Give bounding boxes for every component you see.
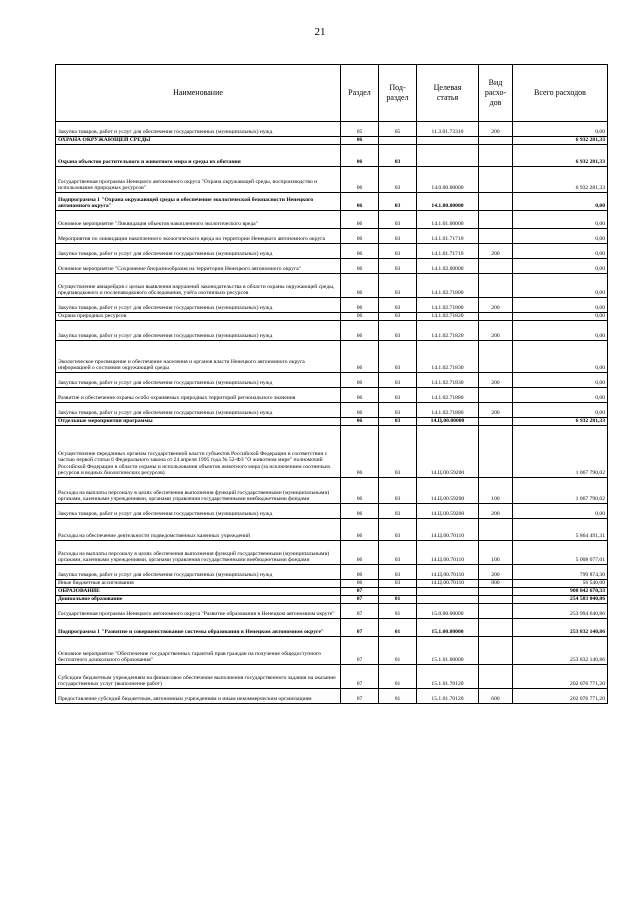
row-target-cell: 15.1.01.70120 [417, 689, 479, 704]
header-section: Раздел [341, 65, 379, 122]
row-target-cell: 14.Ц.00.70110 [417, 565, 479, 580]
row-section-cell: 06 [341, 519, 379, 541]
table-row [56, 244, 608, 259]
row-target-cell: 14.Ц.00.00000 [417, 418, 479, 426]
row-name-cell: Осуществление авиарейдов с целью выявления нарушений законодательства в области охраны окружающей среды, предпаводкового и послепаводкового обследования, учёта охотничьих ресурсов [56, 274, 341, 298]
row-total-cell: 799 874,30 [513, 565, 608, 580]
row-total-cell: 0,00 [513, 211, 608, 229]
table-row [56, 426, 608, 478]
row-subsection-cell: 03 [379, 580, 417, 588]
table-body [56, 122, 608, 704]
row-section-cell: 06 [341, 426, 379, 478]
row-type-cell: 200 [479, 298, 513, 313]
row-section-cell: 05 [341, 122, 379, 137]
row-subsection-cell: 03 [379, 373, 417, 388]
row-type-cell: 200 [479, 373, 513, 388]
row-target-cell: 15.1.00.00000 [417, 619, 479, 637]
row-target-cell: 14.Ц.00.70110 [417, 519, 479, 541]
row-type-cell [479, 341, 513, 373]
row-total-cell: 56 540,00 [513, 580, 608, 588]
row-type-cell: 200 [479, 504, 513, 519]
row-total-cell: 1 067 790,02 [513, 478, 608, 504]
row-section-cell: 07 [341, 665, 379, 689]
row-name-cell: Расходы на выплаты персоналу в целях обеспечения выполнения функций государственными (муниципальными) органами, казенными учреждениями, органами управления государственными внебюджетными фондами [56, 478, 341, 504]
row-target-cell [417, 137, 479, 145]
table-row [56, 388, 608, 403]
row-name-cell: Дошкольное образование [56, 596, 341, 604]
row-name-cell: Иные бюджетные ассигнования [56, 580, 341, 588]
row-total-cell: 0,00 [513, 313, 608, 321]
row-section-cell: 06 [341, 145, 379, 167]
row-name-cell: Предоставление субсидий бюджетным, автономным учреждениям и иным некоммерческим организациям [56, 689, 341, 704]
row-target-cell: 15.1.01.70120 [417, 665, 479, 689]
table-row [56, 418, 608, 426]
row-target-cell: 15.0.00.00000 [417, 604, 479, 619]
header-type: Вид расхо- дов [479, 65, 513, 122]
row-subsection-cell [379, 137, 417, 145]
row-name-cell: Отдельные мероприятия программы [56, 418, 341, 426]
header-total: Всего расходов [513, 65, 608, 122]
row-subsection-cell: 01 [379, 604, 417, 619]
row-target-cell: 14.Ц.00.70110 [417, 580, 479, 588]
row-total-cell: 202 076 771,20 [513, 665, 608, 689]
table-row [56, 588, 608, 596]
row-target-cell: 14.Ц.00.59200 [417, 478, 479, 504]
row-section-cell: 06 [341, 244, 379, 259]
row-total-cell: 0,00 [513, 298, 608, 313]
row-subsection-cell: 03 [379, 313, 417, 321]
row-section-cell: 06 [341, 541, 379, 565]
row-target-cell: 14.1.00.00000 [417, 193, 479, 211]
table-row [56, 321, 608, 341]
row-name-cell: Закупка товаров, работ и услуг для обеспечения государственных (муниципальных) нужд [56, 373, 341, 388]
table-row [56, 619, 608, 637]
row-type-cell: 100 [479, 541, 513, 565]
row-section-cell: 07 [341, 604, 379, 619]
row-target-cell [417, 588, 479, 596]
row-target-cell: 11.3.01.73310 [417, 122, 479, 137]
row-type-cell [479, 167, 513, 193]
row-name-cell: Охрана объектов растительного и животного мира и среды их обитания [56, 145, 341, 167]
budget-table-container [55, 64, 607, 704]
header-subsection: Под- раздел [379, 65, 417, 122]
row-section-cell: 07 [341, 588, 379, 596]
row-total-cell: 908 842 670,33 [513, 588, 608, 596]
row-total-cell: 0,00 [513, 341, 608, 373]
row-name-cell: Подпрограмма 1 "Развитие и совершенствование системы образования в Ненецком автономном округе" [56, 619, 341, 637]
table-row [56, 137, 608, 145]
header-name: Наименование [56, 65, 341, 122]
row-type-cell: 200 [479, 403, 513, 418]
row-subsection-cell: 03 [379, 145, 417, 167]
row-name-cell: Закупка товаров, работ и услуг для обеспечения государственных (муниципальных) нужд [56, 244, 341, 259]
row-name-cell: Основное мероприятие "Ликвидация объектов накопленного экологического вреда" [56, 211, 341, 229]
row-total-cell: 0,00 [513, 504, 608, 519]
row-total-cell: 253 832 140,86 [513, 619, 608, 637]
table-row [56, 313, 608, 321]
row-section-cell: 06 [341, 565, 379, 580]
row-total-cell: 253 832 140,86 [513, 637, 608, 665]
row-name-cell: Закупка товаров, работ и услуг для обеспечения государственных (муниципальных) нужд [56, 122, 341, 137]
row-name-cell: ОХРАНА ОКРУЖАЮЩЕЙ СРЕДЫ [56, 137, 341, 145]
table-row [56, 665, 608, 689]
row-name-cell: ОБРАЗОВАНИЕ [56, 588, 341, 596]
row-subsection-cell: 03 [379, 504, 417, 519]
row-total-cell: 0,00 [513, 122, 608, 137]
row-target-cell [417, 596, 479, 604]
row-target-cell: 14.1.02.71830 [417, 373, 479, 388]
row-total-cell: 0,00 [513, 229, 608, 244]
row-subsection-cell: 03 [379, 565, 417, 580]
row-total-cell: 0,00 [513, 244, 608, 259]
row-name-cell: Основное мероприятие "Обеспечение государственных гарантий прав граждан на получение общедоступного бесплатного дошкольного образования" [56, 637, 341, 665]
table-row [56, 373, 608, 388]
row-target-cell: 14.Ц.00.70110 [417, 541, 479, 565]
row-name-cell: Расходы на обеспечение деятельности подведомственных казенных учреждений [56, 519, 341, 541]
row-name-cell: Подпрограмма 1 "Охрана окружающей среды и обеспечение экологической безопасности Ненецкого автономного округа" [56, 193, 341, 211]
row-total-cell: 254 503 040,86 [513, 596, 608, 604]
row-target-cell: 14.1.01.71710 [417, 244, 479, 259]
table-row [56, 167, 608, 193]
row-type-cell [479, 229, 513, 244]
table-row [56, 580, 608, 588]
row-type-cell [479, 274, 513, 298]
row-type-cell [479, 193, 513, 211]
row-subsection-cell: 03 [379, 341, 417, 373]
row-subsection-cell: 03 [379, 298, 417, 313]
row-section-cell: 07 [341, 619, 379, 637]
row-subsection-cell: 05 [379, 122, 417, 137]
row-section-cell: 07 [341, 596, 379, 604]
row-total-cell: 6 932 281,33 [513, 167, 608, 193]
row-section-cell: 06 [341, 229, 379, 244]
row-total-cell: 0,00 [513, 259, 608, 274]
page-number: 21 [314, 26, 326, 38]
row-subsection-cell: 03 [379, 478, 417, 504]
row-section-cell: 07 [341, 689, 379, 704]
row-name-cell: Закупка товаров, работ и услуг для обеспечения государственных (муниципальных) нужд [56, 565, 341, 580]
table-row [56, 637, 608, 665]
row-name-cell: Мероприятия по ликвидации накопленного экологического вреда на территории Ненецкого автономного округа [56, 229, 341, 244]
row-target-cell: 14.0.00.00000 [417, 167, 479, 193]
budget-table [55, 64, 608, 704]
table-row [56, 596, 608, 604]
row-name-cell: Охрана природных ресурсов [56, 313, 341, 321]
row-subsection-cell: 01 [379, 665, 417, 689]
row-target-cell: 15.1.01.00000 [417, 637, 479, 665]
row-subsection-cell: 03 [379, 403, 417, 418]
row-subsection-cell: 03 [379, 244, 417, 259]
row-subsection-cell: 03 [379, 193, 417, 211]
row-target-cell: 14.1.02.71820 [417, 321, 479, 341]
table-row [56, 298, 608, 313]
row-section-cell: 06 [341, 418, 379, 426]
row-target-cell: 14.1.02.71880 [417, 403, 479, 418]
table-row [56, 504, 608, 519]
table-row [56, 604, 608, 619]
row-name-cell: Развитие и обеспечение охраны особо охраняемых природных территорий регионального значения [56, 388, 341, 403]
row-target-cell: 14.1.02.71800 [417, 298, 479, 313]
row-section-cell: 06 [341, 137, 379, 145]
table-row [56, 519, 608, 541]
row-type-cell [479, 637, 513, 665]
row-name-cell: Закупка товаров, работ и услуг для обеспечения государственных (муниципальных) нужд [56, 298, 341, 313]
row-total-cell: 202 076 771,20 [513, 689, 608, 704]
row-total-cell: 1 067 790,02 [513, 426, 608, 478]
row-target-cell: 14.1.02.00000 [417, 259, 479, 274]
row-type-cell [479, 137, 513, 145]
row-subsection-cell: 03 [379, 388, 417, 403]
table-row [56, 541, 608, 565]
row-target-cell: 14.1.02.71880 [417, 388, 479, 403]
row-section-cell: 06 [341, 403, 379, 418]
table-row [56, 211, 608, 229]
row-target-cell: 14.1.02.71800 [417, 274, 479, 298]
row-target-cell: 14.Ц.00.59200 [417, 504, 479, 519]
row-type-cell: 200 [479, 565, 513, 580]
row-section-cell: 06 [341, 504, 379, 519]
row-type-cell: 200 [479, 321, 513, 341]
table-row [56, 274, 608, 298]
row-subsection-cell: 03 [379, 321, 417, 341]
row-name-cell: Субсидии бюджетным учреждениям на финансовое обеспечение выполнения государственного задания на оказание государственных услуг (выполнение работ) [56, 665, 341, 689]
row-target-cell: 14.1.01.71710 [417, 229, 479, 244]
row-subsection-cell [379, 588, 417, 596]
row-total-cell: 0,00 [513, 274, 608, 298]
row-subsection-cell: 03 [379, 259, 417, 274]
row-type-cell [479, 665, 513, 689]
row-subsection-cell: 03 [379, 541, 417, 565]
row-name-cell: Осуществление переданных органам государственной власти субъектов Российской Федерации в соответствии с частью первой статьи 6 Федерального закона от 24 апреля 1995 года № 52-ФЗ "О животном мире" полномочий Российской Федерации в области охраны и использования объектов животного мира (за исключением охотничьих ресурсов и водных биологических ресурсов) [56, 426, 341, 478]
row-subsection-cell: 03 [379, 274, 417, 298]
row-type-cell: 100 [479, 478, 513, 504]
row-type-cell [479, 388, 513, 403]
row-section-cell: 06 [341, 341, 379, 373]
row-target-cell: 14.1.02.71820 [417, 313, 479, 321]
row-type-cell [479, 519, 513, 541]
row-section-cell: 06 [341, 321, 379, 341]
row-type-cell [479, 259, 513, 274]
row-type-cell [479, 211, 513, 229]
row-name-cell: Закупка товаров, работ и услуг для обеспечения государственных (муниципальных) нужд [56, 403, 341, 418]
row-section-cell: 07 [341, 637, 379, 665]
row-subsection-cell: 03 [379, 211, 417, 229]
row-name-cell: Основное мероприятие "Сохранение биоразнообразия на территории Ненецкого автономного округа" [56, 259, 341, 274]
row-subsection-cell: 01 [379, 637, 417, 665]
row-section-cell: 06 [341, 211, 379, 229]
row-type-cell: 600 [479, 689, 513, 704]
row-subsection-cell: 01 [379, 596, 417, 604]
row-total-cell: 5 864 491,31 [513, 519, 608, 541]
table-row [56, 689, 608, 704]
row-subsection-cell: 03 [379, 229, 417, 244]
row-type-cell: 200 [479, 122, 513, 137]
row-total-cell: 5 008 077,01 [513, 541, 608, 565]
row-type-cell [479, 596, 513, 604]
row-name-cell: Закупка товаров, работ и услуг для обеспечения государственных (муниципальных) нужд [56, 321, 341, 341]
row-section-cell: 06 [341, 298, 379, 313]
table-row [56, 145, 608, 167]
row-total-cell: 6 932 281,33 [513, 145, 608, 167]
row-total-cell: 253 994 640,86 [513, 604, 608, 619]
row-type-cell [479, 619, 513, 637]
row-section-cell: 06 [341, 313, 379, 321]
row-name-cell: Государственная программа Ненецкого автономного округа "Охрана окружающей среды, воспроизводство и использование природных ресурсов" [56, 167, 341, 193]
row-total-cell: 0,00 [513, 388, 608, 403]
row-type-cell [479, 588, 513, 596]
row-section-cell: 06 [341, 388, 379, 403]
row-total-cell: 0,00 [513, 193, 608, 211]
row-name-cell: Расходы на выплаты персоналу в целях обеспечения выполнения функций государственными (муниципальными) органами, казенными учреждениями, органами управления государственными внебюджетными фондами [56, 541, 341, 565]
row-subsection-cell: 03 [379, 418, 417, 426]
row-type-cell [479, 604, 513, 619]
row-section-cell: 06 [341, 274, 379, 298]
row-target-cell [417, 145, 479, 167]
table-row [56, 478, 608, 504]
row-section-cell: 06 [341, 259, 379, 274]
row-section-cell: 06 [341, 580, 379, 588]
table-row [56, 229, 608, 244]
row-target-cell: 14.Ц.00.59200 [417, 426, 479, 478]
row-type-cell [479, 145, 513, 167]
row-type-cell [479, 426, 513, 478]
row-section-cell: 06 [341, 373, 379, 388]
row-total-cell: 6 932 281,33 [513, 418, 608, 426]
row-total-cell: 0,00 [513, 403, 608, 418]
row-type-cell: 800 [479, 580, 513, 588]
table-row [56, 259, 608, 274]
row-section-cell: 06 [341, 193, 379, 211]
header-target: Целевая статья [417, 65, 479, 122]
row-target-cell: 14.1.02.71830 [417, 341, 479, 373]
row-type-cell [479, 418, 513, 426]
row-target-cell: 14.1.01.00000 [417, 211, 479, 229]
row-name-cell: Закупка товаров, работ и услуг для обеспечения государственных (муниципальных) нужд [56, 504, 341, 519]
table-row [56, 403, 608, 418]
table-header-row [56, 65, 608, 122]
row-subsection-cell: 03 [379, 519, 417, 541]
row-subsection-cell: 01 [379, 689, 417, 704]
table-row [56, 565, 608, 580]
table-row [56, 122, 608, 137]
row-subsection-cell: 01 [379, 619, 417, 637]
row-section-cell: 06 [341, 478, 379, 504]
row-name-cell: Экологическое просвещение и обеспечение населения и органов власти Ненецкого автономного округа информацией о состоянии окружающей среды [56, 341, 341, 373]
row-subsection-cell: 03 [379, 167, 417, 193]
row-type-cell [479, 313, 513, 321]
row-subsection-cell: 03 [379, 426, 417, 478]
row-total-cell: 0,00 [513, 373, 608, 388]
row-section-cell: 06 [341, 167, 379, 193]
row-total-cell: 0,00 [513, 321, 608, 341]
row-total-cell: 6 932 281,33 [513, 137, 608, 145]
table-row [56, 341, 608, 373]
row-name-cell: Государственная программа Ненецкого автономного округа "Развитие образования в Ненецком автономном округе" [56, 604, 341, 619]
row-type-cell: 200 [479, 244, 513, 259]
table-row [56, 193, 608, 211]
